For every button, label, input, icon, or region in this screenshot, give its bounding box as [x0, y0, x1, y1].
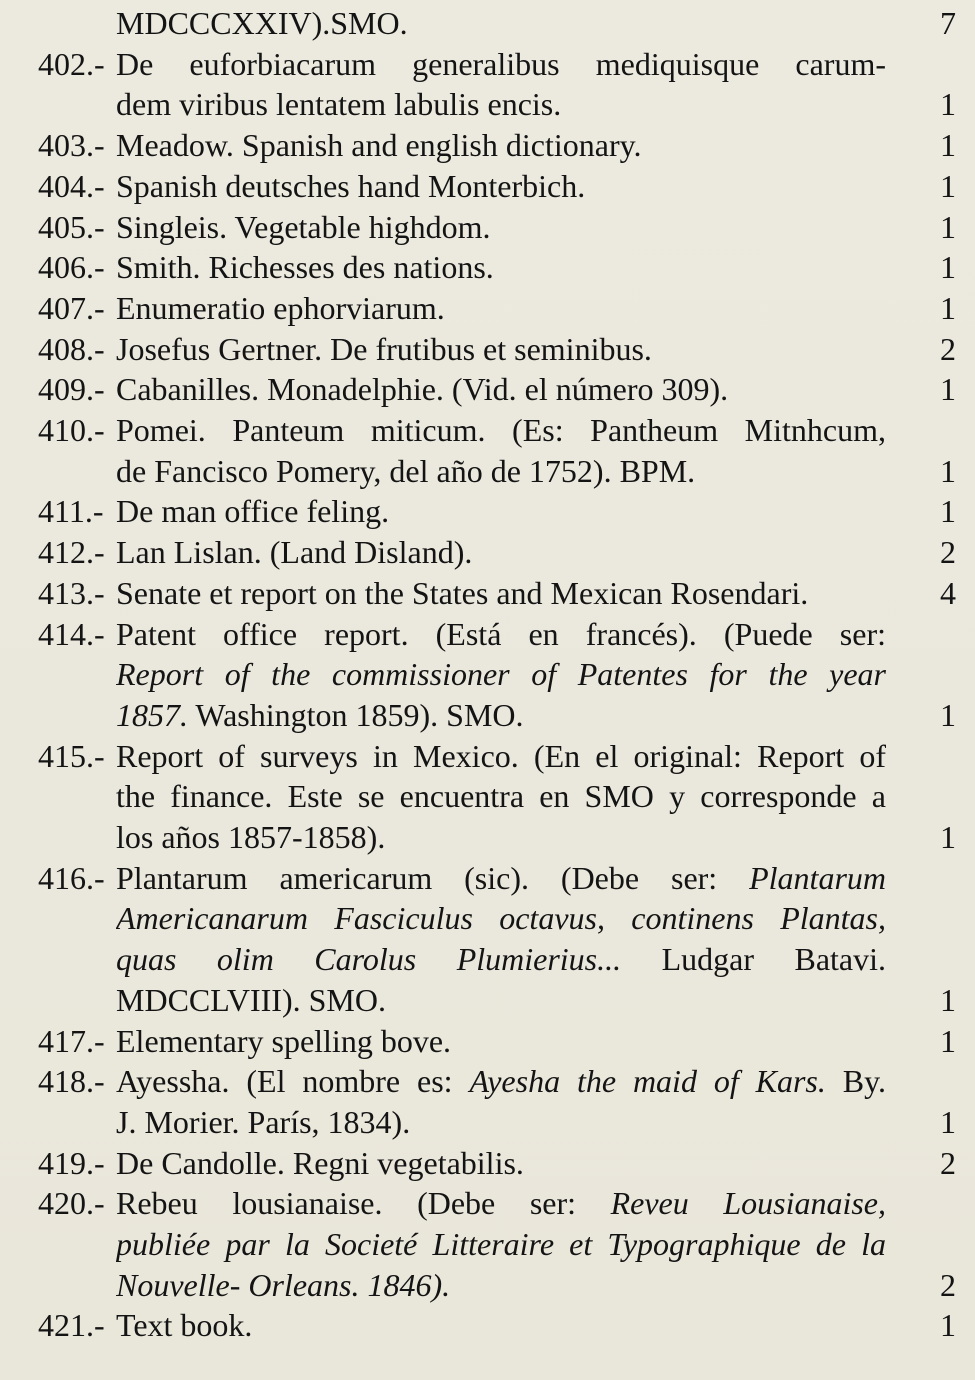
entry-text: By. — [825, 1063, 886, 1100]
catalog-entry — [0, 247, 975, 288]
entry-text: Text book. — [116, 1307, 253, 1344]
entry-text-line — [116, 573, 886, 613]
entry-text: Ludgar Batavi. — [621, 941, 886, 978]
catalog-entry — [0, 329, 975, 370]
entry-text-line — [116, 44, 886, 84]
entry-text: Senate et report on the States and Mexican Rosendari. — [116, 574, 809, 611]
entry-text-line — [116, 898, 886, 938]
entry-number: 419.- — [38, 1144, 105, 1181]
italic-title-text: Nouvelle- Orleans. 1846). — [116, 1266, 451, 1303]
entry-text-line — [116, 369, 886, 409]
entry-number: 412.- — [38, 534, 105, 571]
entry-text: Plantarum americarum (sic). (Debe ser: — [116, 859, 750, 896]
catalog-entry — [0, 491, 975, 532]
catalog-entry — [0, 1305, 975, 1346]
entry-number: 420.- — [38, 1185, 105, 1222]
catalog-entry — [0, 736, 975, 858]
entry-number: 403.- — [38, 127, 105, 164]
entry-text-line — [116, 166, 886, 206]
catalog-entry — [0, 858, 975, 1021]
catalog-entry — [0, 207, 975, 248]
entry-text: Smith. Richesses des nations. — [116, 249, 494, 286]
italic-title-text: Ayesha the maid of Kars. — [469, 1063, 826, 1100]
italic-title-text: Plantarum — [749, 859, 886, 896]
italic-title-text: Report of the commissioner of Patentes for the year — [116, 656, 886, 693]
entry-text-line — [116, 288, 886, 328]
entry-text: dem viribus lentatem labulis encis. — [116, 86, 562, 123]
catalog-entry — [0, 1061, 975, 1142]
entry-text-line — [116, 207, 886, 247]
entry-text-line — [116, 329, 886, 369]
entry-quantity: 1 — [940, 452, 956, 489]
entry-text: De euforbiacarum generalibus mediquisque carum- — [116, 45, 886, 82]
italic-title-text: Americanarum Fasciculus octavus, continens Plantas, — [116, 900, 886, 937]
entry-text-line — [116, 1265, 886, 1305]
catalog-entry — [0, 573, 975, 614]
entry-text: Rebeu lousianaise. (Debe ser: — [116, 1185, 611, 1222]
entry-text-line — [116, 1224, 886, 1264]
catalog-entry — [0, 532, 975, 573]
entry-text-line — [116, 858, 886, 898]
entry-text: Patent office report. (Está en francés). (Puede ser: — [116, 615, 886, 652]
catalog-entry — [0, 44, 975, 125]
catalog-entry — [0, 166, 975, 207]
entry-text: Singleis. Vegetable highdom. — [116, 208, 491, 245]
entry-text-line — [116, 532, 886, 572]
entry-number: 417.- — [38, 1022, 105, 1059]
entry-number: 405.- — [38, 208, 105, 245]
entry-quantity: 2 — [940, 1266, 956, 1303]
entry-text: Elementary spelling bove. — [116, 1022, 452, 1059]
entry-text: Cabanilles. Monadelphie. (Vid. el número 309). — [116, 371, 729, 408]
italic-title-text: publiée par la Societé Litteraire et Typographique de la — [116, 1225, 886, 1262]
entry-text-line — [116, 654, 886, 694]
entry-quantity: 1 — [940, 696, 956, 733]
entry-text: MDCCLVIII). SMO. — [116, 981, 386, 1018]
entry-quantity: 1 — [940, 1307, 956, 1344]
entry-text: Lan Lislan. (Land Disland). — [116, 534, 473, 571]
entry-text: J. Morier. París, 1834). — [116, 1103, 411, 1140]
entry-text-line — [116, 776, 886, 816]
entry-quantity: 4 — [940, 574, 956, 611]
entry-text: Pomei. Panteum miticum. (Es: Pantheum Mitnhcum, — [116, 412, 886, 448]
entry-text-line — [116, 1305, 886, 1345]
entry-number: 421.- — [38, 1307, 105, 1344]
entry-text: De man office feling. — [116, 493, 390, 530]
entry-text: Meadow. Spanish and english dictionary. — [116, 127, 642, 164]
catalog-entry — [0, 1021, 975, 1062]
entry-number: 408.- — [38, 330, 105, 367]
entry-quantity: 1 — [940, 127, 956, 164]
entry-text: los años 1857-1858). — [116, 818, 386, 855]
entry-quantity: 2 — [940, 1144, 956, 1181]
entry-text: Washington 1859). SMO. — [188, 696, 524, 733]
entry-text: MDCCCXXIV).SMO. — [116, 5, 408, 41]
entry-text: Enumeratio ephorviarum. — [116, 289, 445, 326]
entry-text-line — [116, 491, 886, 531]
entry-text-line — [116, 1143, 886, 1183]
entry-quantity: 1 — [940, 371, 956, 408]
entry-quantity: 1 — [940, 493, 956, 530]
catalog-entry — [0, 369, 975, 410]
entry-quantity: 7 — [940, 5, 956, 41]
entry-number: 404.- — [38, 167, 105, 204]
entry-quantity: 1 — [940, 981, 956, 1018]
entry-text-line — [116, 817, 886, 857]
entry-text-line — [116, 695, 886, 735]
entry-number: 418.- — [38, 1063, 105, 1100]
entry-text-line — [116, 1021, 886, 1061]
entry-text-line — [116, 1061, 886, 1101]
entry-quantity: 1 — [940, 289, 956, 326]
entry-number: 416.- — [38, 859, 105, 896]
entry-quantity: 1 — [940, 818, 956, 855]
entry-text: Ayessha. (El nombre es: — [116, 1063, 470, 1100]
entry-text-line — [116, 247, 886, 287]
entry-text-line — [116, 3, 886, 43]
entry-quantity: 1 — [940, 1103, 956, 1140]
italic-title-text: 1857. — [116, 696, 188, 733]
entry-text: Report of surveys in Mexico. (En el original: Report of — [116, 737, 886, 774]
entry-number: 410.- — [38, 412, 105, 448]
entry-number: 407.- — [38, 289, 105, 326]
entry-text-line — [116, 84, 886, 124]
entry-quantity: 1 — [940, 86, 956, 123]
catalog-entry — [0, 125, 975, 166]
entry-quantity: 2 — [940, 534, 956, 571]
catalog-entry — [0, 3, 975, 44]
italic-title-text: quas olim Carolus Plumierius... — [116, 941, 622, 978]
entry-number: 402.- — [38, 45, 105, 82]
entry-text-line — [116, 939, 886, 979]
entry-text-line — [116, 1183, 886, 1223]
entry-quantity: 1 — [940, 167, 956, 204]
catalog-entry — [0, 1183, 975, 1305]
entry-number: 415.- — [38, 737, 105, 774]
entry-number: 411.- — [38, 493, 104, 530]
entry-number: 406.- — [38, 249, 105, 286]
entry-quantity: 1 — [940, 208, 956, 245]
entry-text: Josefus Gertner. De frutibus et seminibus. — [116, 330, 652, 367]
entry-text-line — [116, 125, 886, 165]
entry-number: 409.- — [38, 371, 105, 408]
entry-number: 413.- — [38, 574, 105, 611]
catalog-entry — [0, 410, 975, 491]
entry-quantity: 1 — [940, 1022, 956, 1059]
entry-text: the finance. Este se encuentra en SMO y corresponde a — [116, 778, 886, 815]
entry-text: de Fancisco Pomery, del año de 1752). BPM. — [116, 452, 696, 489]
entry-number: 414.- — [38, 615, 105, 652]
catalog-entry — [0, 1143, 975, 1184]
entry-text-line — [116, 736, 886, 776]
entry-quantity: 2 — [940, 330, 956, 367]
italic-title-text: Reveu Lousianaise, — [610, 1185, 886, 1222]
catalog-entry — [0, 288, 975, 329]
entry-text-line — [116, 614, 886, 654]
entry-text: Spanish deutsches hand Monterbich. — [116, 167, 586, 204]
entry-text-line — [116, 1102, 886, 1142]
entry-quantity: 1 — [940, 249, 956, 286]
entry-text-line — [116, 451, 886, 491]
entry-text: De Candolle. Regni vegetabilis. — [116, 1144, 524, 1181]
entry-text-line — [116, 980, 886, 1020]
catalog-entry — [0, 614, 975, 736]
entry-text-line — [116, 410, 886, 450]
